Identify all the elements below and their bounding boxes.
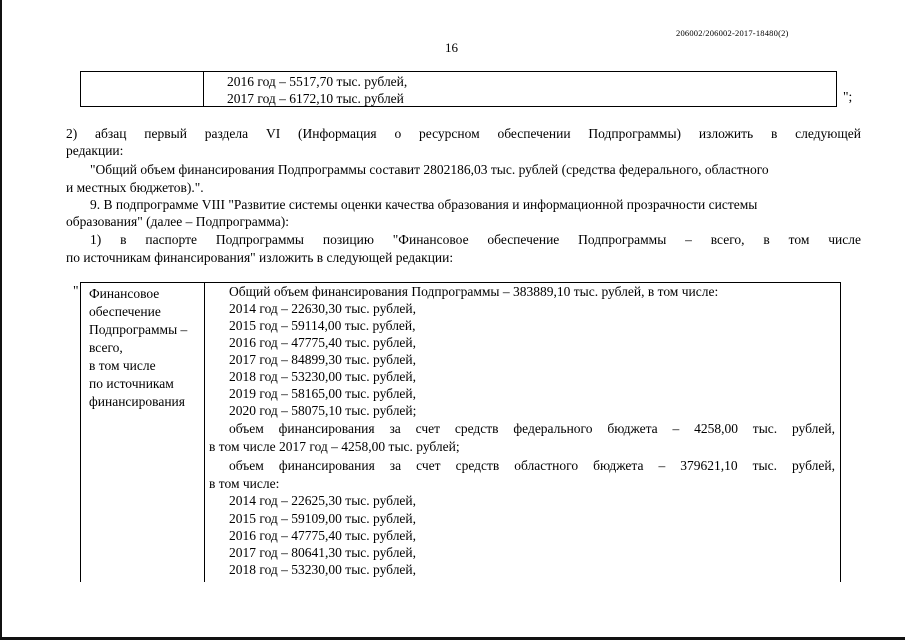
top-table [80,71,837,107]
label-line: Финансовое [89,286,160,301]
label-line: по источникам [89,376,174,391]
content-line: объем финансирования за счет средств областного бюджета – 379621,10 тыс. рублей, [229,458,835,473]
paragraph-line: по источникам финансирования" изложить в следующей редакции: [66,250,454,265]
document-id: 206002/206002-2017-18480(2) [676,28,789,38]
content-line: 2018 год – 53230,00 тыс. рублей, [229,562,417,577]
content-line: 2016 год – 47775,40 тыс. рублей, [229,528,417,543]
paragraph-line: "Общий объем финансирования Подпрограммы составит 2802186,03 тыс. рублей (средства федерального, областного [90,162,769,177]
top-table-line: 2016 год – 5517,70 тыс. рублей, [227,74,408,89]
paragraph-line: 1) в паспорте Подпрограммы позицию "Финансовое обеспечение Подпрограммы – всего, в том числе [90,232,861,247]
top-table-divider [203,72,204,106]
content-line: в том числе 2017 год – 4258,00 тыс. рублей; [209,439,460,454]
label-line: обеспечение [89,304,161,319]
content-line: 2014 год – 22625,30 тыс. рублей, [229,493,417,508]
content-line: 2017 год – 80641,30 тыс. рублей, [229,545,417,560]
scan-left-edge [0,0,2,640]
passport-table-divider [204,283,205,582]
content-line: объем финансирования за счет средств федерального бюджета – 4258,00 тыс. рублей, [229,421,835,436]
content-line: 2018 год – 53230,00 тыс. рублей, [229,369,417,384]
paragraph-line: редакции: [66,143,124,158]
label-line: финансирования [89,394,185,409]
label-line: всего, [89,340,123,355]
paragraph-line: и местных бюджетов).". [66,180,204,195]
paragraph-line: 9. В подпрограмме VIII "Развитие системы оценки качества образования и информационной прозрачности системы [90,197,758,212]
paragraph-line: образования" (далее – Подпрограмма): [66,214,290,229]
content-line: 2015 год – 59114,00 тыс. рублей, [229,318,416,333]
content-line: 2015 год – 59109,00 тыс. рублей, [229,511,417,526]
closing-quote: "; [843,89,853,104]
page-number: 16 [445,40,458,55]
content-line: в том числе: [209,476,280,491]
content-line: Общий объем финансирования Подпрограммы – 383889,10 тыс. рублей, в том числе: [229,284,719,299]
top-table-line: 2017 год – 6172,10 тыс. рублей [227,91,404,106]
content-line: 2020 год – 58075,10 тыс. рублей; [229,403,417,418]
opening-quote: " [73,283,79,298]
paragraph-line: 2) абзац первый раздела VI (Информация о ресурсном обеспечении Подпрограммы) изложить в следующей [66,126,861,141]
content-line: 2016 год – 47775,40 тыс. рублей, [229,335,417,350]
content-line: 2014 год – 22630,30 тыс. рублей, [229,301,417,316]
passport-table [80,282,841,582]
content-line: 2017 год – 84899,30 тыс. рублей, [229,352,417,367]
label-line: в том числе [89,358,156,373]
label-line: Подпрограммы – [89,322,188,337]
content-line: 2019 год – 58165,00 тыс. рублей, [229,386,417,401]
